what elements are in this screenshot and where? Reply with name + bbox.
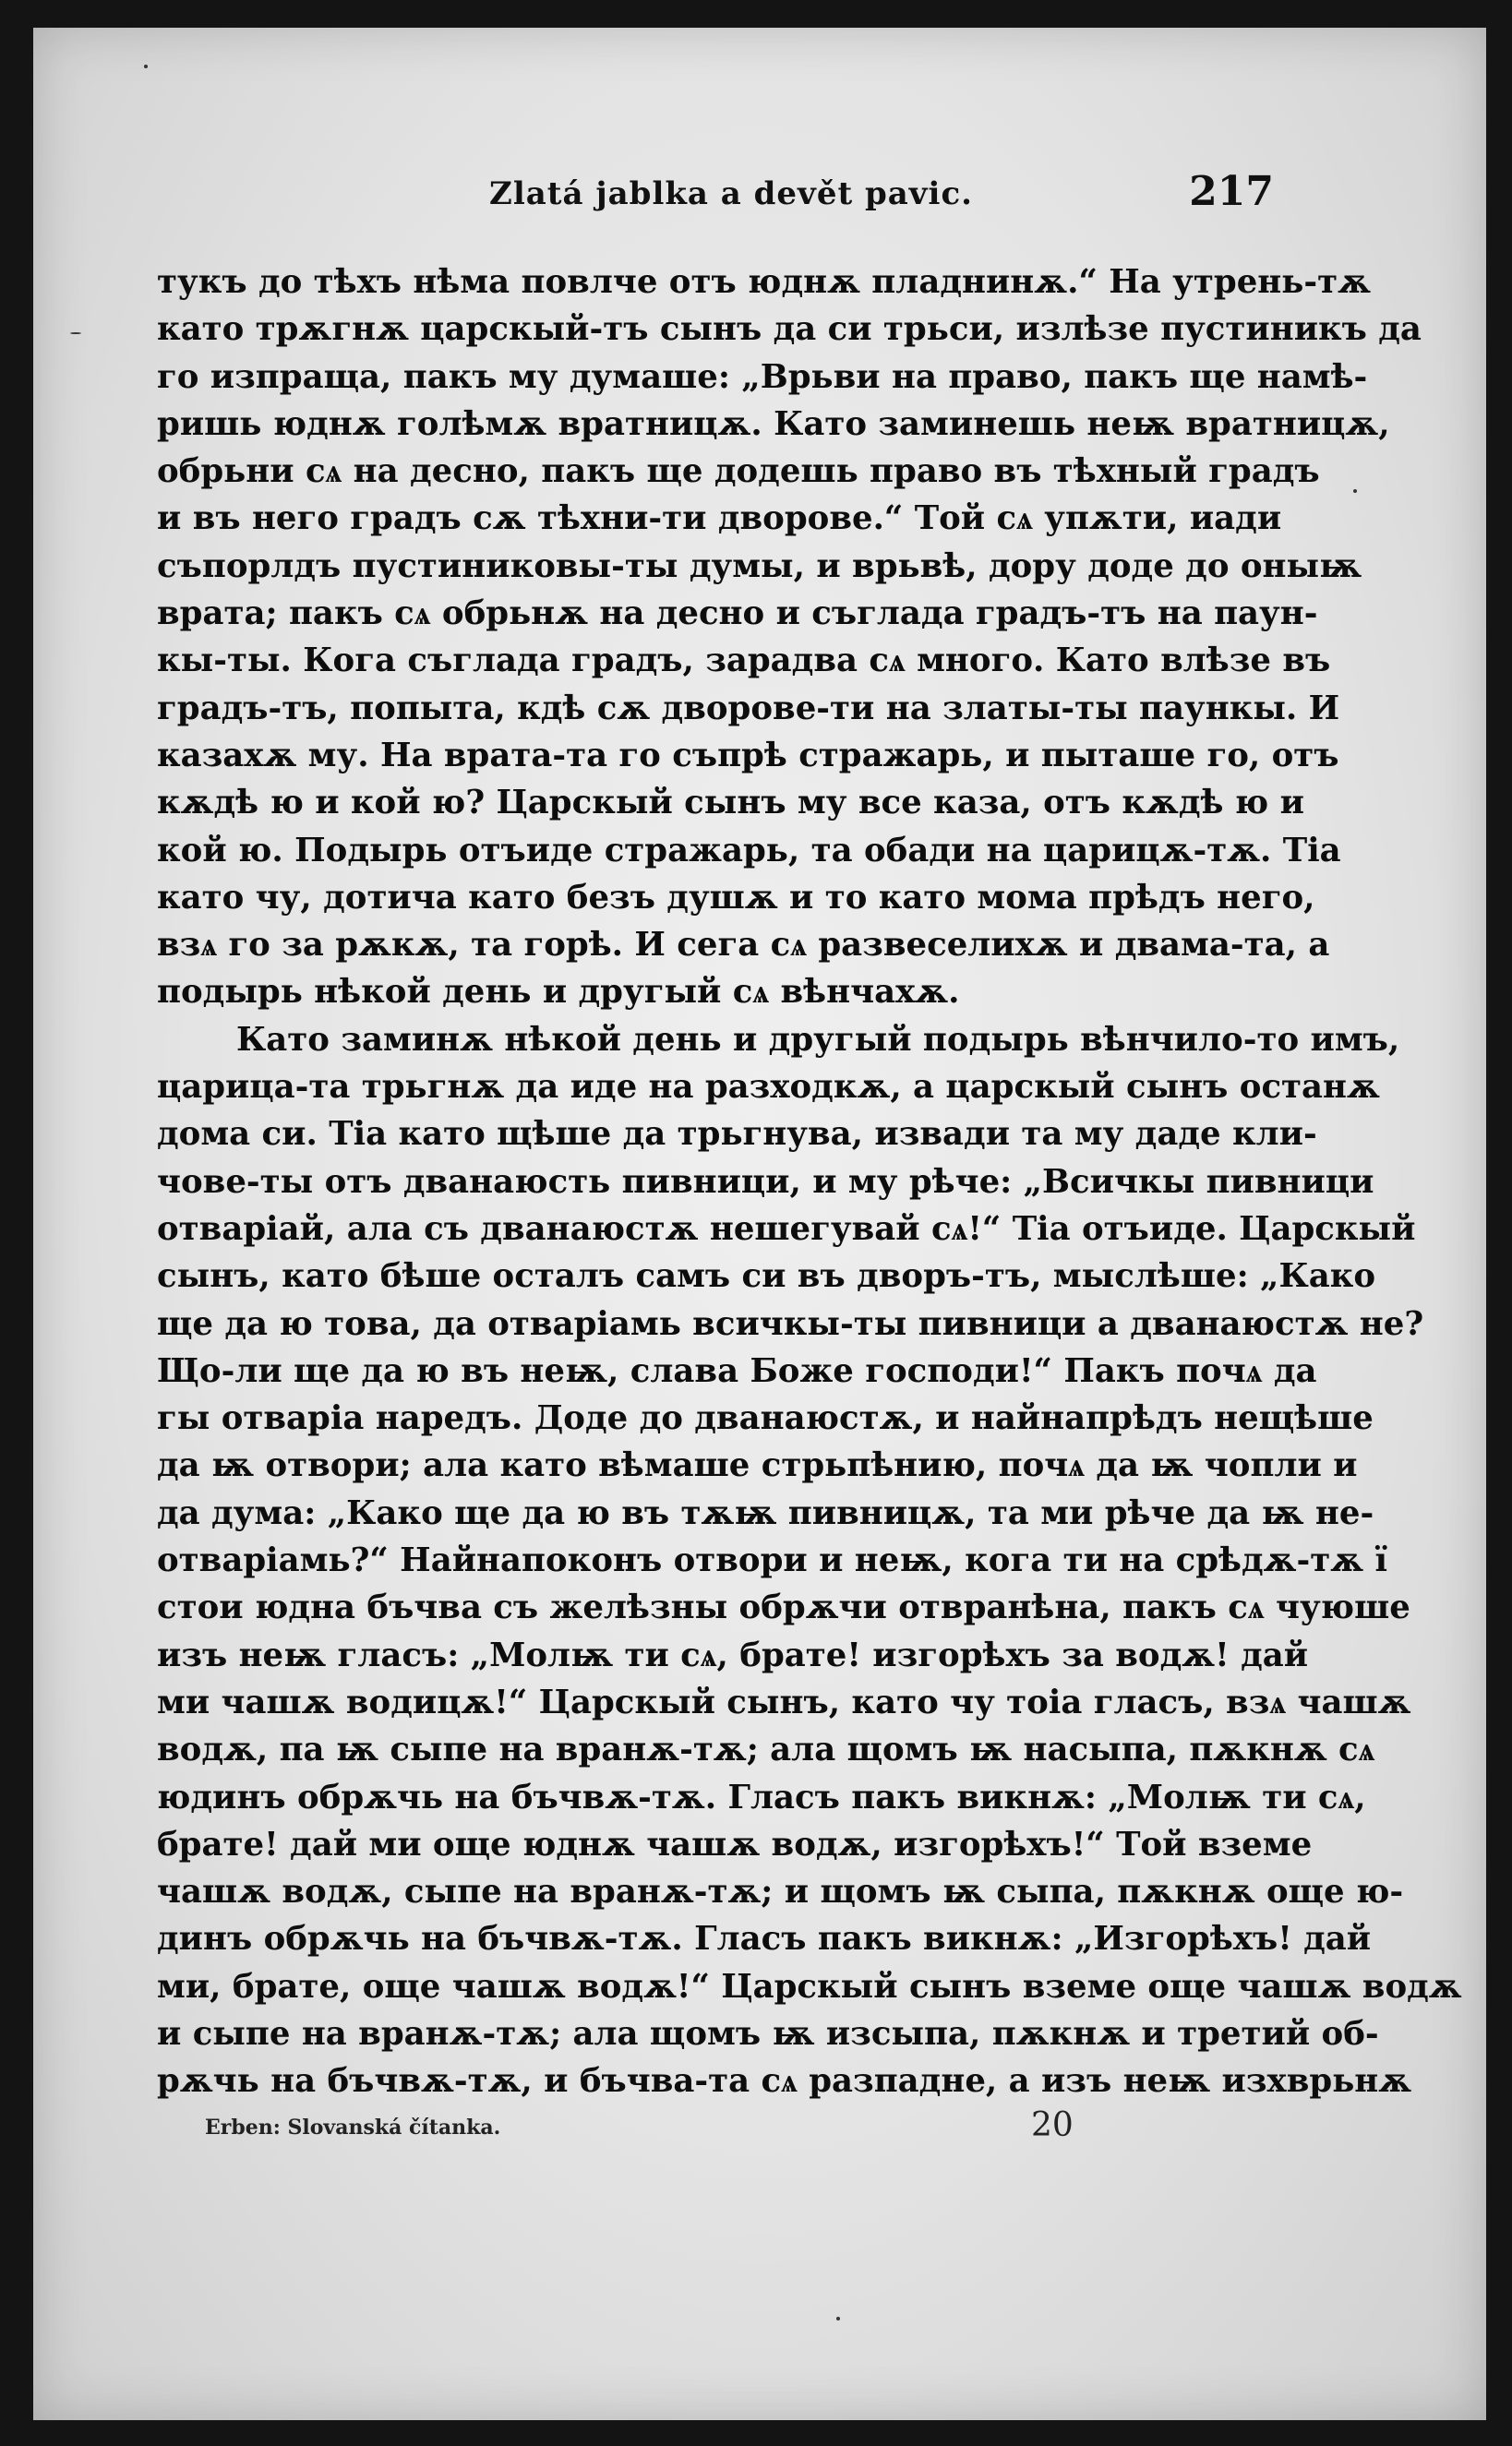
text-line: ми, брате, още чашѫ водѫ!“ Царскый сынъ вземе още чашѫ водѫ [157,1967,1462,2006]
text-line: изъ неѭ гласъ: „Молѭ ти сѧ, брате! изгорѣхъ за водѫ! дай [157,1636,1309,1674]
text-line: отваріамь?“ Найнапоконъ отвори и неѭ, кога ти на срѣдѫ-тѫ ї [157,1541,1387,1580]
text-line: като чу, дотича като безъ душѫ и то като мома прѣдъ него, [157,878,1315,917]
text-line: отваріай, ала съ дванаюстѫ нешегувай сѧ!“ Тіа отъиде. Царскый [157,1209,1416,1248]
text-line: да ѭ отвори; ала като вѣмаше стрьпѣнию, почѧ да ѭ чопли и [157,1446,1358,1485]
text-line: и въ него градъ сѫ тѣхни-ти дворове.“ Той сѧ упѫти, иади [157,499,1282,538]
text-line: го изпраща, пакъ му думаше: „Врьви на право, пакъ ще намѣ- [157,357,1368,396]
text-line: като трѫгнѫ царскый-тъ сынъ да си трьси, излѣзе пустиникъ да [157,310,1422,349]
text-line: кѫдѣ ю и кой ю? Царскый сынъ му все каза, отъ кѫдѣ ю и [157,784,1304,822]
text-line: казахѫ му. На врата-та го съпрѣ стражарь, и пыташе го, отъ [157,736,1339,774]
text-line: съпорлдъ пустиниковы-ты думы, и врьвѣ, дору доде до оныѭ [157,546,1362,585]
paragraph-end-line: подырь нѣкой день и другый сѧ вѣнчахѫ. [157,973,960,1012]
text-line: дома си. Тіа като щѣше да трьгнува, извади та му даде кли- [157,1115,1317,1154]
page-header [157,168,1274,231]
paragraph-start-line: Като заминѫ нѣкой день и другый подырь вѣнчило-то имъ, [236,1020,1400,1059]
printer-signature: Erben: Slovanská čítanka. [205,2116,501,2140]
text-line: Що-ли ще да ю въ неѭ, слава Боже господи!“ Пакъ почѧ да [157,1351,1317,1390]
text-line: брате! дай ми още юднѫ чашѫ водѫ, изгорѣхъ!“ Той вземе [157,1825,1313,1864]
text-line: водѫ, па ѭ сыпе на вранѫ-тѫ; ала щомъ ѭ насыпа, пѫкнѫ сѧ [157,1731,1375,1769]
text-line: рѫчь на бъчвѫ-тѫ, и бъчва-та сѧ разпадне, а изъ неѭ изхврьнѫ [157,2062,1412,2101]
text-line: тукъ до тѣхъ нѣма повлче отъ юднѫ пладнинѫ.“ На утрень-тѫ [157,263,1371,301]
text-line: да дума: „Како ще да ю въ тѫѭ пивницѫ, та ми рѣче да ѭ не- [157,1493,1374,1532]
text-line: и сыпе на вранѫ-тѫ; ала щомъ ѭ изсыпа, пѫкнѫ и третий об- [157,2014,1379,2053]
text-line: взѧ го за рѫкѫ, та горѣ. И сега сѧ развеселихѫ и двама-та, а [157,926,1330,965]
page-number: 217 [1189,168,1274,215]
running-head: Zlatá jablka a devět pavic. [489,175,974,212]
text-line: юдинъ обрѫчь на бъчвѫ-тѫ. Гласъ пакъ викнѫ: „Молѭ ти сѧ, [157,1778,1366,1817]
text-line: обрьни сѧ на десно, пакъ ще додешь право въ тѣхный градъ [157,452,1320,491]
paper-speck [144,65,148,68]
sheet-number: 20 [1031,2106,1074,2144]
text-line: врата; пакъ сѧ обрьнѫ на десно и съглада градъ-тъ на паун- [157,594,1318,633]
text-line: ще да ю това, да отваріамь всичкы-ты пивници а дванаюстѫ не? [157,1304,1424,1343]
text-line: кы-ты. Кога съглада градъ, зарадва сѧ много. Като влѣзе въ [157,641,1331,680]
text-line: стои юдна бъчва съ желѣзны обрѫчи отвранѣна, пакъ сѧ чуюше [157,1589,1410,1627]
paper-speck [1353,489,1357,493]
text-line: царица-та трьгнѫ да иде на разходкѫ, а царскый сынъ останѫ [157,1068,1380,1107]
text-line: ми чашѫ водицѫ!“ Царскый сынъ, като чу тоіа гласъ, взѧ чашѫ [157,1683,1411,1721]
text-line: чашѫ водѫ, сыпе на вранѫ-тѫ; и щомъ ѭ сыпа, пѫкнѫ още ю- [157,1873,1404,1912]
text-line: динъ обрѫчь на бъчвѫ-тѫ. Гласъ пакъ викнѫ: „Изгорѣхъ! дай [157,1920,1372,1959]
text-line: сынъ, като бѣше осталъ самъ си въ дворъ-тъ, мыслѣше: „Како [157,1257,1376,1296]
text-line: гы отваріа наредъ. Доде до дванаюстѫ, и найнапрѣдъ нещѣше [157,1399,1374,1438]
text-line: ришь юднѫ голѣмѫ вратницѫ. Като заминешь неѭ вратницѫ, [157,404,1390,443]
body-text [157,258,1462,2105]
text-line: чове-ты отъ дванаюсть пивници, и му рѣче: „Всичкы пивници [157,1162,1374,1201]
text-line: кой ю. Подырь отъиде стражарь, та обади на царицѫ-тѫ. Тіа [157,831,1341,869]
paper-speck [70,332,81,334]
text-line: градъ-тъ, попыта, кдѣ сѫ дворове-ти на златы-ты паункы. И [157,689,1340,727]
paper-speck [836,2317,840,2320]
